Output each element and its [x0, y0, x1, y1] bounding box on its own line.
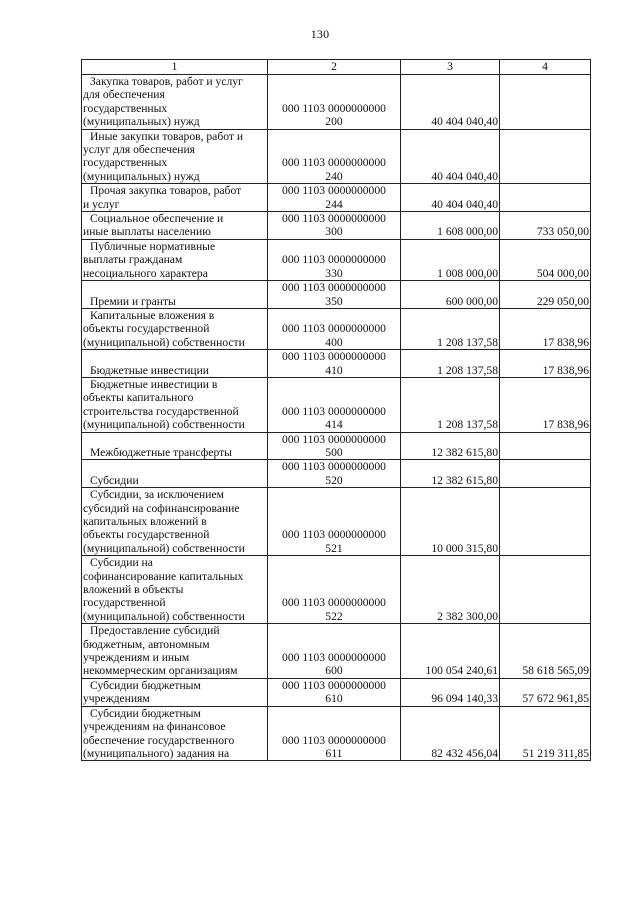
row-name-line: объекты государственной: [83, 528, 210, 542]
row-code-line: 000 1103 0000000000: [282, 101, 386, 115]
row-col3-amount: 600 000,00: [401, 281, 500, 309]
row-code-cell: [268, 184, 401, 212]
row-name-line: Капитальные вложения в: [90, 308, 215, 322]
row-name-cell: [82, 624, 268, 679]
row-col3-amount: 1 608 000,00: [401, 212, 500, 240]
row-name-line: Субсидии бюджетным: [90, 678, 201, 692]
budget-table: [81, 59, 591, 761]
row-name-cell: [82, 75, 268, 130]
row-name-line: Социальное обеспечение и: [90, 212, 224, 226]
row-code-cell: [268, 212, 401, 240]
table-row: [82, 624, 591, 679]
row-name-cell: [82, 129, 268, 184]
row-col4-amount: [500, 556, 591, 624]
row-name-cell: [82, 350, 268, 378]
row-name-cell: [82, 556, 268, 624]
row-code-line: 300: [325, 225, 343, 239]
row-name-cell: [82, 706, 268, 761]
row-code-line: 000 1103 0000000000: [282, 253, 386, 267]
row-code-line: 414: [325, 418, 343, 432]
row-col3-amount: 100 054 240,61: [401, 624, 500, 679]
row-name-line: Публичные нормативные: [90, 239, 216, 253]
row-code-cell: [268, 75, 401, 130]
row-col4-amount: 17 838,96: [500, 308, 591, 349]
row-name-cell: [82, 212, 268, 240]
row-name-cell: [82, 239, 268, 280]
row-code-cell: [268, 678, 401, 706]
row-col4-amount: [500, 129, 591, 184]
row-col4-amount: 57 672 961,85: [500, 678, 591, 706]
row-col4-amount: [500, 184, 591, 212]
row-name-line: государственных: [83, 156, 168, 170]
row-code-cell: [268, 556, 401, 624]
row-code-line: 522: [325, 609, 343, 623]
row-name-line: некоммерческим организациям: [83, 664, 238, 678]
row-col3-amount: 10 000 315,80: [401, 488, 500, 556]
table-row: [82, 432, 591, 460]
row-col3-amount: 40 404 040,40: [401, 129, 500, 184]
row-code-line: 611: [325, 746, 343, 760]
row-code-line: 000 1103 0000000000: [282, 404, 386, 418]
row-name-line: (муниципальной) собственности: [83, 541, 245, 555]
row-code-cell: [268, 460, 401, 488]
row-col4-amount: [500, 460, 591, 488]
row-name-line: для обеспечения: [83, 88, 165, 102]
table-row: [82, 308, 591, 349]
row-code-cell: [268, 239, 401, 280]
row-name-line: объекты капитального: [83, 391, 194, 405]
row-col3-amount: 1 208 137,58: [401, 308, 500, 349]
table-row: [82, 184, 591, 212]
row-name-line: Субсидии: [90, 473, 139, 487]
row-code-line: 000 1103 0000000000: [282, 596, 386, 610]
table-row: [82, 556, 591, 624]
row-name-line: Субсидии на: [90, 556, 153, 570]
table-row: [82, 281, 591, 309]
row-name-line: несоциального характера: [83, 266, 208, 280]
row-code-line: 244: [325, 197, 343, 211]
row-name-line: объекты государственной: [83, 322, 210, 336]
row-name-line: Бюджетные инвестиции: [90, 363, 210, 377]
row-code-line: 600: [325, 664, 343, 678]
column-header: 1: [82, 60, 268, 75]
row-col4-amount: 504 000,00: [500, 239, 591, 280]
row-col4-amount: 17 838,96: [500, 350, 591, 378]
row-code-line: 350: [325, 294, 343, 308]
row-name-line: Субсидии, за исключением: [90, 488, 224, 502]
row-name-line: капитальных вложений в: [83, 515, 207, 528]
table-row: [82, 678, 591, 706]
table-header-row: [82, 60, 591, 75]
row-col3-amount: 96 094 140,33: [401, 678, 500, 706]
table-row: [82, 129, 591, 184]
row-name-line: государственных: [83, 101, 168, 115]
row-col3-amount: 1 208 137,58: [401, 350, 500, 378]
row-code-cell: [268, 432, 401, 460]
column-header: 2: [268, 60, 401, 75]
row-code-line: 000 1103 0000000000: [282, 156, 386, 170]
row-col3-amount: 2 382 300,00: [401, 556, 500, 624]
row-col3-amount: 1 208 137,58: [401, 377, 500, 432]
row-code-line: 000 1103 0000000000: [282, 212, 386, 226]
row-col3-amount: 12 382 615,80: [401, 460, 500, 488]
row-col4-amount: 58 618 565,09: [500, 624, 591, 679]
row-name-line: учреждениям на финансовое: [83, 720, 226, 734]
row-name-line: Межбюджетные трансферты: [90, 445, 232, 459]
row-name-line: государственной: [83, 596, 166, 610]
row-name-line: (муниципальных) нужд: [83, 115, 200, 129]
row-code-cell: [268, 350, 401, 378]
row-name-cell: [82, 281, 268, 309]
row-code-line: 000 1103 0000000000: [282, 678, 386, 692]
row-col4-amount: 733 050,00: [500, 212, 591, 240]
row-name-line: услуг для обеспечения: [83, 143, 195, 157]
row-name-line: Бюджетные инвестиции в: [90, 377, 218, 391]
row-name-line: (муниципальной) собственности: [83, 335, 245, 349]
row-col3-amount: 40 404 040,40: [401, 75, 500, 130]
row-code-line: 000 1103 0000000000: [282, 350, 386, 364]
row-name-line: Закупка товаров, работ и услуг: [90, 75, 243, 88]
row-name-line: (муниципального) задания на: [83, 746, 230, 760]
table-row: [82, 212, 591, 240]
row-name-line: (муниципальных) нужд: [83, 169, 200, 183]
row-name-cell: [82, 184, 268, 212]
row-col4-amount: 51 219 311,85: [500, 706, 591, 761]
row-code-line: 000 1103 0000000000: [282, 733, 386, 747]
row-col4-amount: 17 838,96: [500, 377, 591, 432]
row-col3-amount: 40 404 040,40: [401, 184, 500, 212]
row-name-line: учреждениям: [83, 692, 150, 706]
row-code-cell: [268, 706, 401, 761]
row-code-line: 240: [325, 169, 343, 183]
row-col3-amount: 12 382 615,80: [401, 432, 500, 460]
row-code-line: 500: [325, 445, 343, 459]
row-code-line: 200: [325, 115, 343, 129]
table-row: [82, 377, 591, 432]
row-name-cell: [82, 678, 268, 706]
table-row: [82, 239, 591, 280]
row-name-line: и услуг: [83, 197, 120, 211]
row-name-line: Прочая закупка товаров, работ: [90, 184, 242, 198]
row-name-line: Субсидии бюджетным: [90, 706, 201, 720]
row-code-cell: [268, 377, 401, 432]
row-code-line: 400: [325, 335, 343, 349]
row-name-cell: [82, 432, 268, 460]
row-col3-amount: 1 008 000,00: [401, 239, 500, 280]
column-header: 4: [500, 60, 591, 75]
row-code-line: 410: [325, 363, 343, 377]
row-col4-amount: [500, 75, 591, 130]
row-code-line: 520: [325, 473, 343, 487]
row-code-line: 000 1103 0000000000: [282, 281, 386, 295]
row-name-line: Премии и гранты: [90, 294, 176, 308]
row-col4-amount: [500, 432, 591, 460]
row-name-line: субсидий на софинансирование: [83, 501, 240, 515]
row-name-line: (муниципальной) собственности: [83, 609, 245, 623]
row-col4-amount: [500, 488, 591, 556]
row-code-cell: [268, 129, 401, 184]
row-name-line: бюджетным, автономным: [83, 637, 210, 651]
row-name-line: иные выплаты населению: [83, 225, 211, 239]
table-row: [82, 75, 591, 130]
row-code-cell: [268, 308, 401, 349]
row-code-line: 000 1103 0000000000: [282, 322, 386, 336]
row-code-cell: [268, 281, 401, 309]
row-name-cell: [82, 460, 268, 488]
row-code-line: 521: [325, 541, 343, 555]
table-row: [82, 460, 591, 488]
row-name-line: вложений в объекты: [83, 583, 184, 597]
row-code-line: 000 1103 0000000000: [282, 528, 386, 542]
row-code-line: 000 1103 0000000000: [282, 651, 386, 665]
row-name-line: Предоставление субсидий: [90, 624, 220, 638]
row-code-cell: [268, 624, 401, 679]
table-row: [82, 706, 591, 761]
row-name-line: обеспечение государственного: [83, 733, 235, 747]
row-name-line: учреждениям и иным: [83, 651, 190, 665]
row-code-line: 000 1103 0000000000: [282, 460, 386, 474]
row-name-cell: [82, 377, 268, 432]
row-name-line: строительства государственной: [83, 404, 239, 418]
row-name-line: Иные закупки товаров, работ и: [90, 129, 244, 143]
row-code-line: 000 1103 0000000000: [282, 184, 386, 198]
row-code-line: 610: [325, 692, 343, 706]
row-name-line: выплаты гражданам: [83, 253, 183, 267]
row-code-line: 330: [325, 266, 343, 280]
row-name-cell: [82, 308, 268, 349]
row-code-cell: [268, 488, 401, 556]
row-code-line: 000 1103 0000000000: [282, 432, 386, 446]
row-col4-amount: 229 050,00: [500, 281, 591, 309]
row-name-line: софинансирование капитальных: [83, 569, 244, 583]
row-name-line: (муниципальной) собственности: [83, 418, 245, 432]
row-col3-amount: 82 432 456,04: [401, 706, 500, 761]
row-name-cell: [82, 488, 268, 556]
page-number: 130: [310, 27, 330, 41]
table-row: [82, 350, 591, 378]
table-row: [82, 488, 591, 556]
column-header: 3: [401, 60, 500, 75]
